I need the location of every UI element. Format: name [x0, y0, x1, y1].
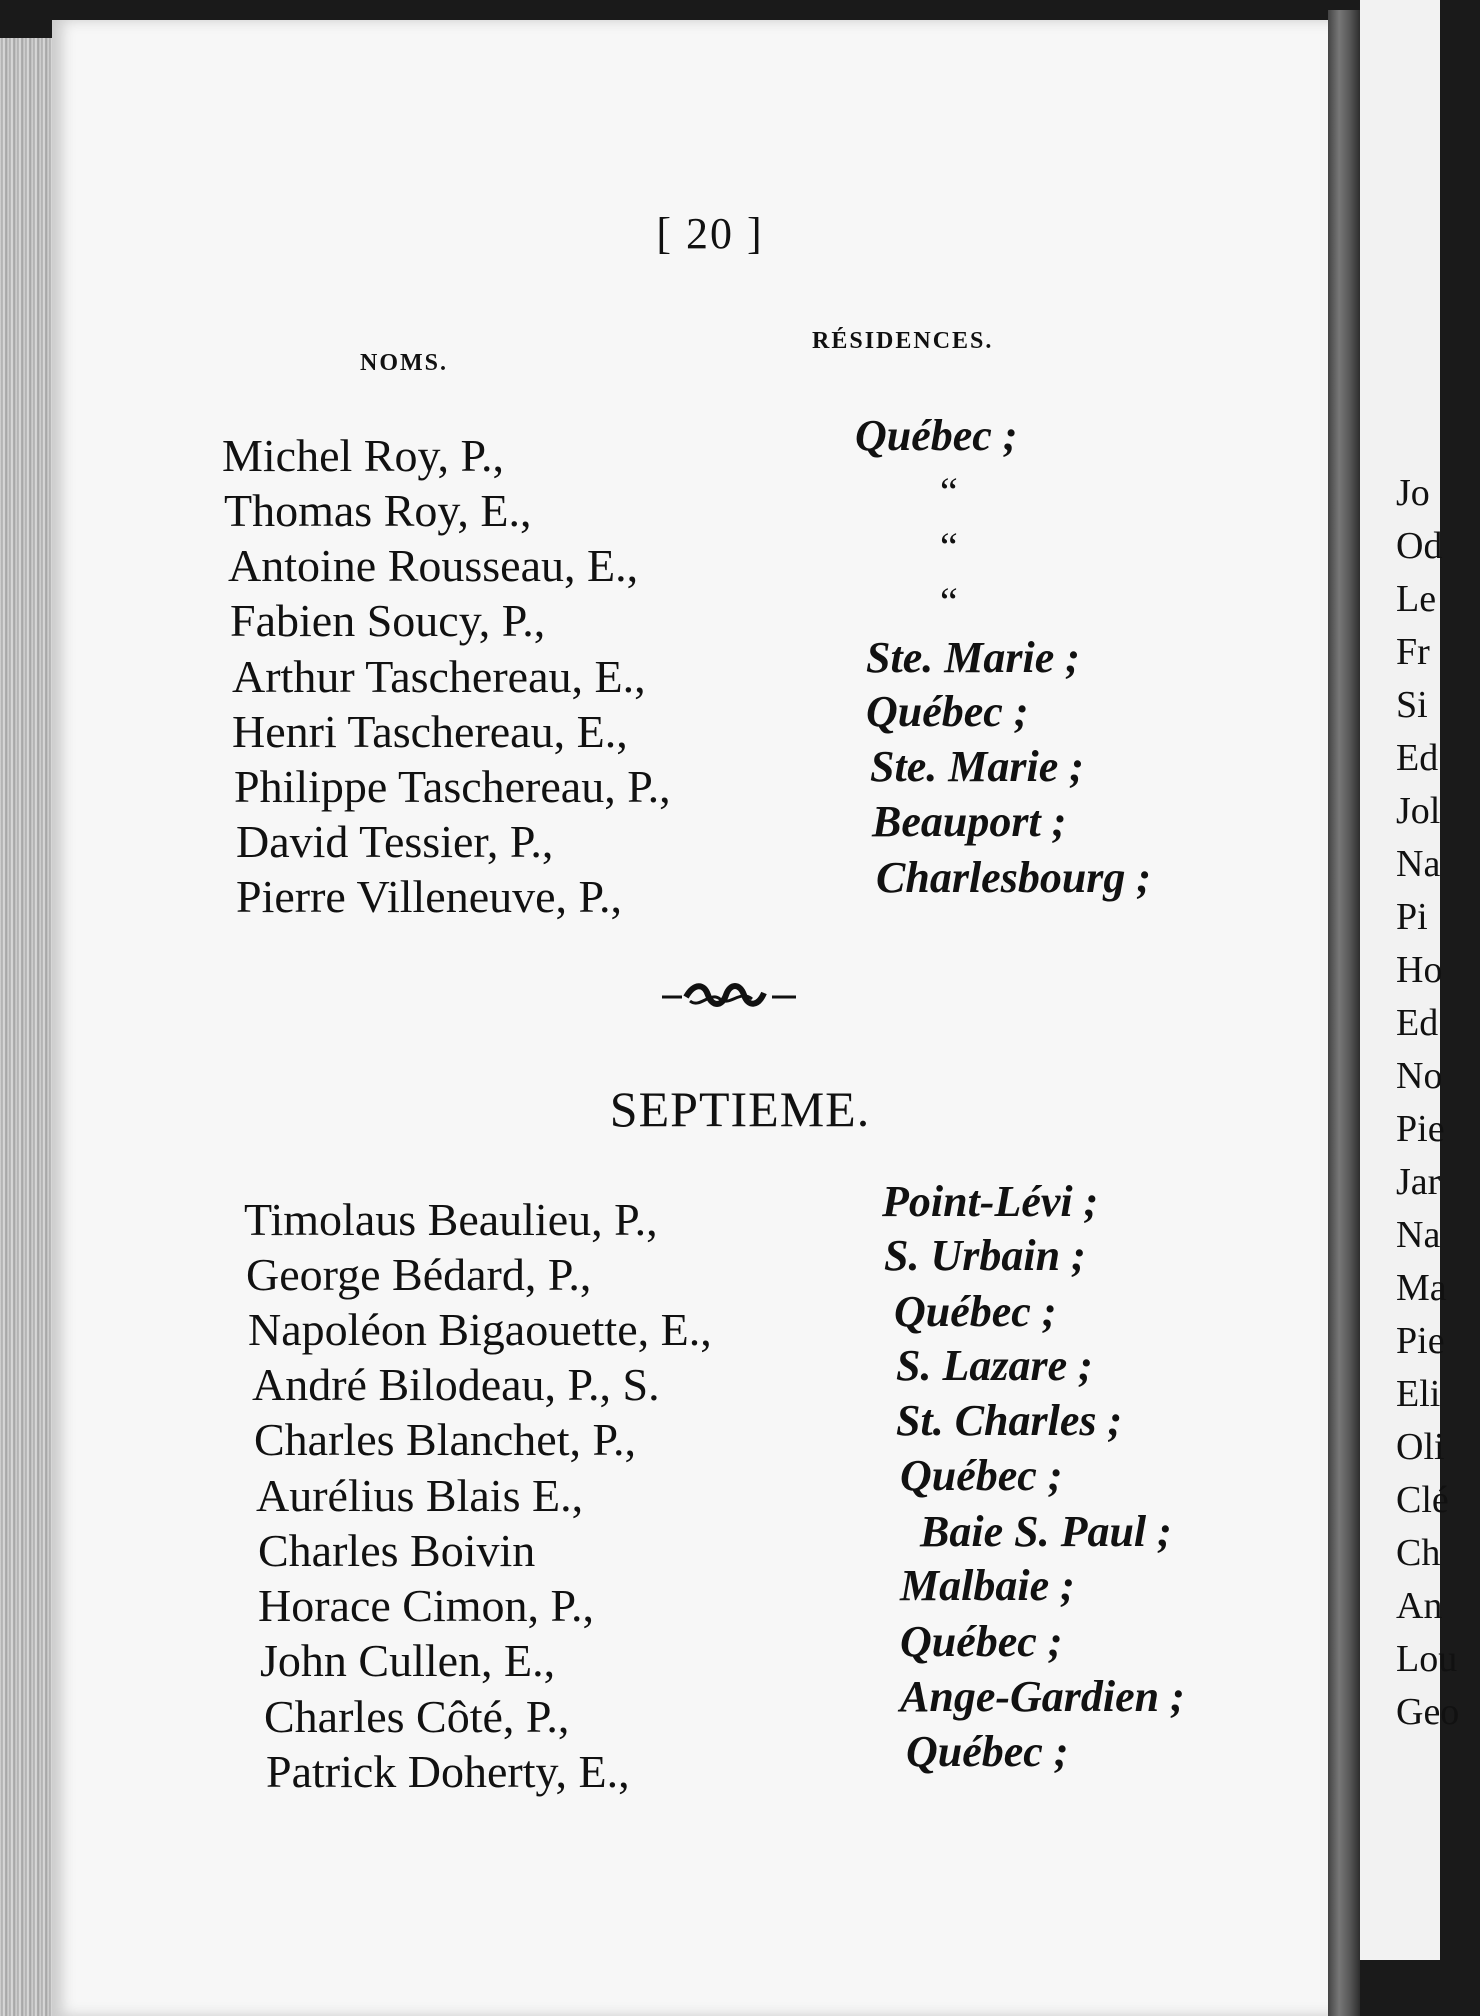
list-item-name: Arthur Taschereau, E., [232, 651, 646, 702]
list-item-name: Horace Cimon, P., [258, 1580, 595, 1631]
list-item-name: Napoléon Bigaouette, E., [248, 1304, 712, 1355]
next-page-fragment: Ed [1396, 1002, 1439, 1044]
list-item-residence: Beauport ; [872, 797, 1067, 846]
list-item-name: John Cullen, E., [260, 1635, 556, 1686]
list-item-residence: Québec ; [894, 1287, 1057, 1336]
next-page-fragment: Ch [1396, 1532, 1441, 1574]
next-page-fragment: Jar [1396, 1161, 1441, 1203]
next-page-fragment: Pi [1396, 896, 1428, 938]
list-item-name: Patrick Doherty, E., [266, 1746, 630, 1797]
list-item-name: Aurélius Blais E., [256, 1470, 584, 1521]
list-item-name: Timolaus Beaulieu, P., [244, 1194, 658, 1245]
ornament-divider [660, 975, 800, 1015]
list-item-residence: Ste. Marie ; [870, 742, 1084, 791]
list-item-residence: Baie S. Paul ; [920, 1507, 1172, 1556]
next-page-fragment: Clé [1396, 1479, 1449, 1521]
list-item-name: Charles Côté, P., [264, 1691, 570, 1742]
list-item-name: Charles Blanchet, P., [254, 1414, 636, 1465]
next-page-fragment: Si [1396, 684, 1428, 726]
next-page-fragment: Fr [1396, 631, 1430, 673]
next-page-sliver [1360, 0, 1460, 1960]
list-item-name: George Bédard, P., [246, 1249, 592, 1300]
list-item-residence: Québec ; [855, 411, 1018, 460]
next-page-fragment: Le [1396, 578, 1437, 620]
list-item-name: Philippe Taschereau, P., [234, 761, 671, 812]
list-item-residence: S. Lazare ; [896, 1341, 1093, 1390]
list-item-residence: Québec ; [906, 1727, 1069, 1776]
next-page-fragment: Lou [1396, 1638, 1458, 1680]
next-page-fragment: Jo [1396, 472, 1430, 514]
column-header-residences: RÉSIDENCES. [812, 328, 994, 354]
list-item-name: Pierre Villeneuve, P., [236, 871, 623, 922]
list-item-name: Thomas Roy, E., [224, 485, 532, 536]
next-page-fragment: An [1396, 1585, 1443, 1627]
next-page-fragment: Eli [1396, 1373, 1441, 1415]
list-item-name: Antoine Rousseau, E., [228, 540, 639, 591]
ditto-mark: “ [940, 524, 958, 569]
list-item-residence: Québec ; [900, 1617, 1063, 1666]
next-page-fragment: Jol [1396, 790, 1441, 832]
list-item-name: André Bilodeau, P., S. [252, 1359, 660, 1410]
column-header-names: NOMS. [360, 350, 448, 376]
list-item-residence: Point-Lévi ; [882, 1177, 1099, 1226]
list-item-residence: Ange-Gardien ; [900, 1672, 1185, 1721]
next-page-fragment: Ma [1396, 1267, 1447, 1309]
list-item-name: Michel Roy, P., [222, 430, 504, 481]
list-item-residence: Charlesbourg ; [876, 853, 1152, 902]
next-page-fragment: Na [1396, 843, 1441, 885]
list-item-residence: S. Urbain ; [884, 1231, 1086, 1280]
next-page-fragment: Oli [1396, 1426, 1445, 1468]
list-item-residence: Québec ; [866, 687, 1029, 736]
next-page-fragment: Ed [1396, 737, 1439, 779]
next-page-fragment: Pie [1396, 1320, 1445, 1362]
section-title: SEPTIEME. [609, 1081, 871, 1137]
next-page-fragment: Ho [1396, 949, 1443, 991]
ditto-mark: “ [940, 579, 958, 624]
book-gutter [1328, 10, 1360, 2016]
list-item-name: Fabien Soucy, P., [230, 595, 546, 646]
next-page-fragment: Pie [1396, 1108, 1445, 1150]
list-item-residence: Malbaie ; [900, 1561, 1075, 1610]
list-item-residence: St. Charles ; [896, 1396, 1123, 1445]
list-item-residence: Ste. Marie ; [866, 633, 1080, 682]
next-page-fragment: Od [1396, 525, 1443, 567]
next-page-fragment: Na [1396, 1214, 1441, 1256]
list-item-name: Charles Boivin [258, 1525, 536, 1576]
list-item-name: Henri Taschereau, E., [232, 706, 628, 757]
next-page-fragment: Geo [1396, 1691, 1460, 1733]
list-item-residence: Québec ; [900, 1451, 1063, 1500]
list-item-name: David Tessier, P., [236, 816, 554, 867]
next-page-fragment: No [1396, 1055, 1443, 1097]
ditto-mark: “ [940, 469, 958, 514]
page-number: [ 20 ] [656, 209, 764, 258]
